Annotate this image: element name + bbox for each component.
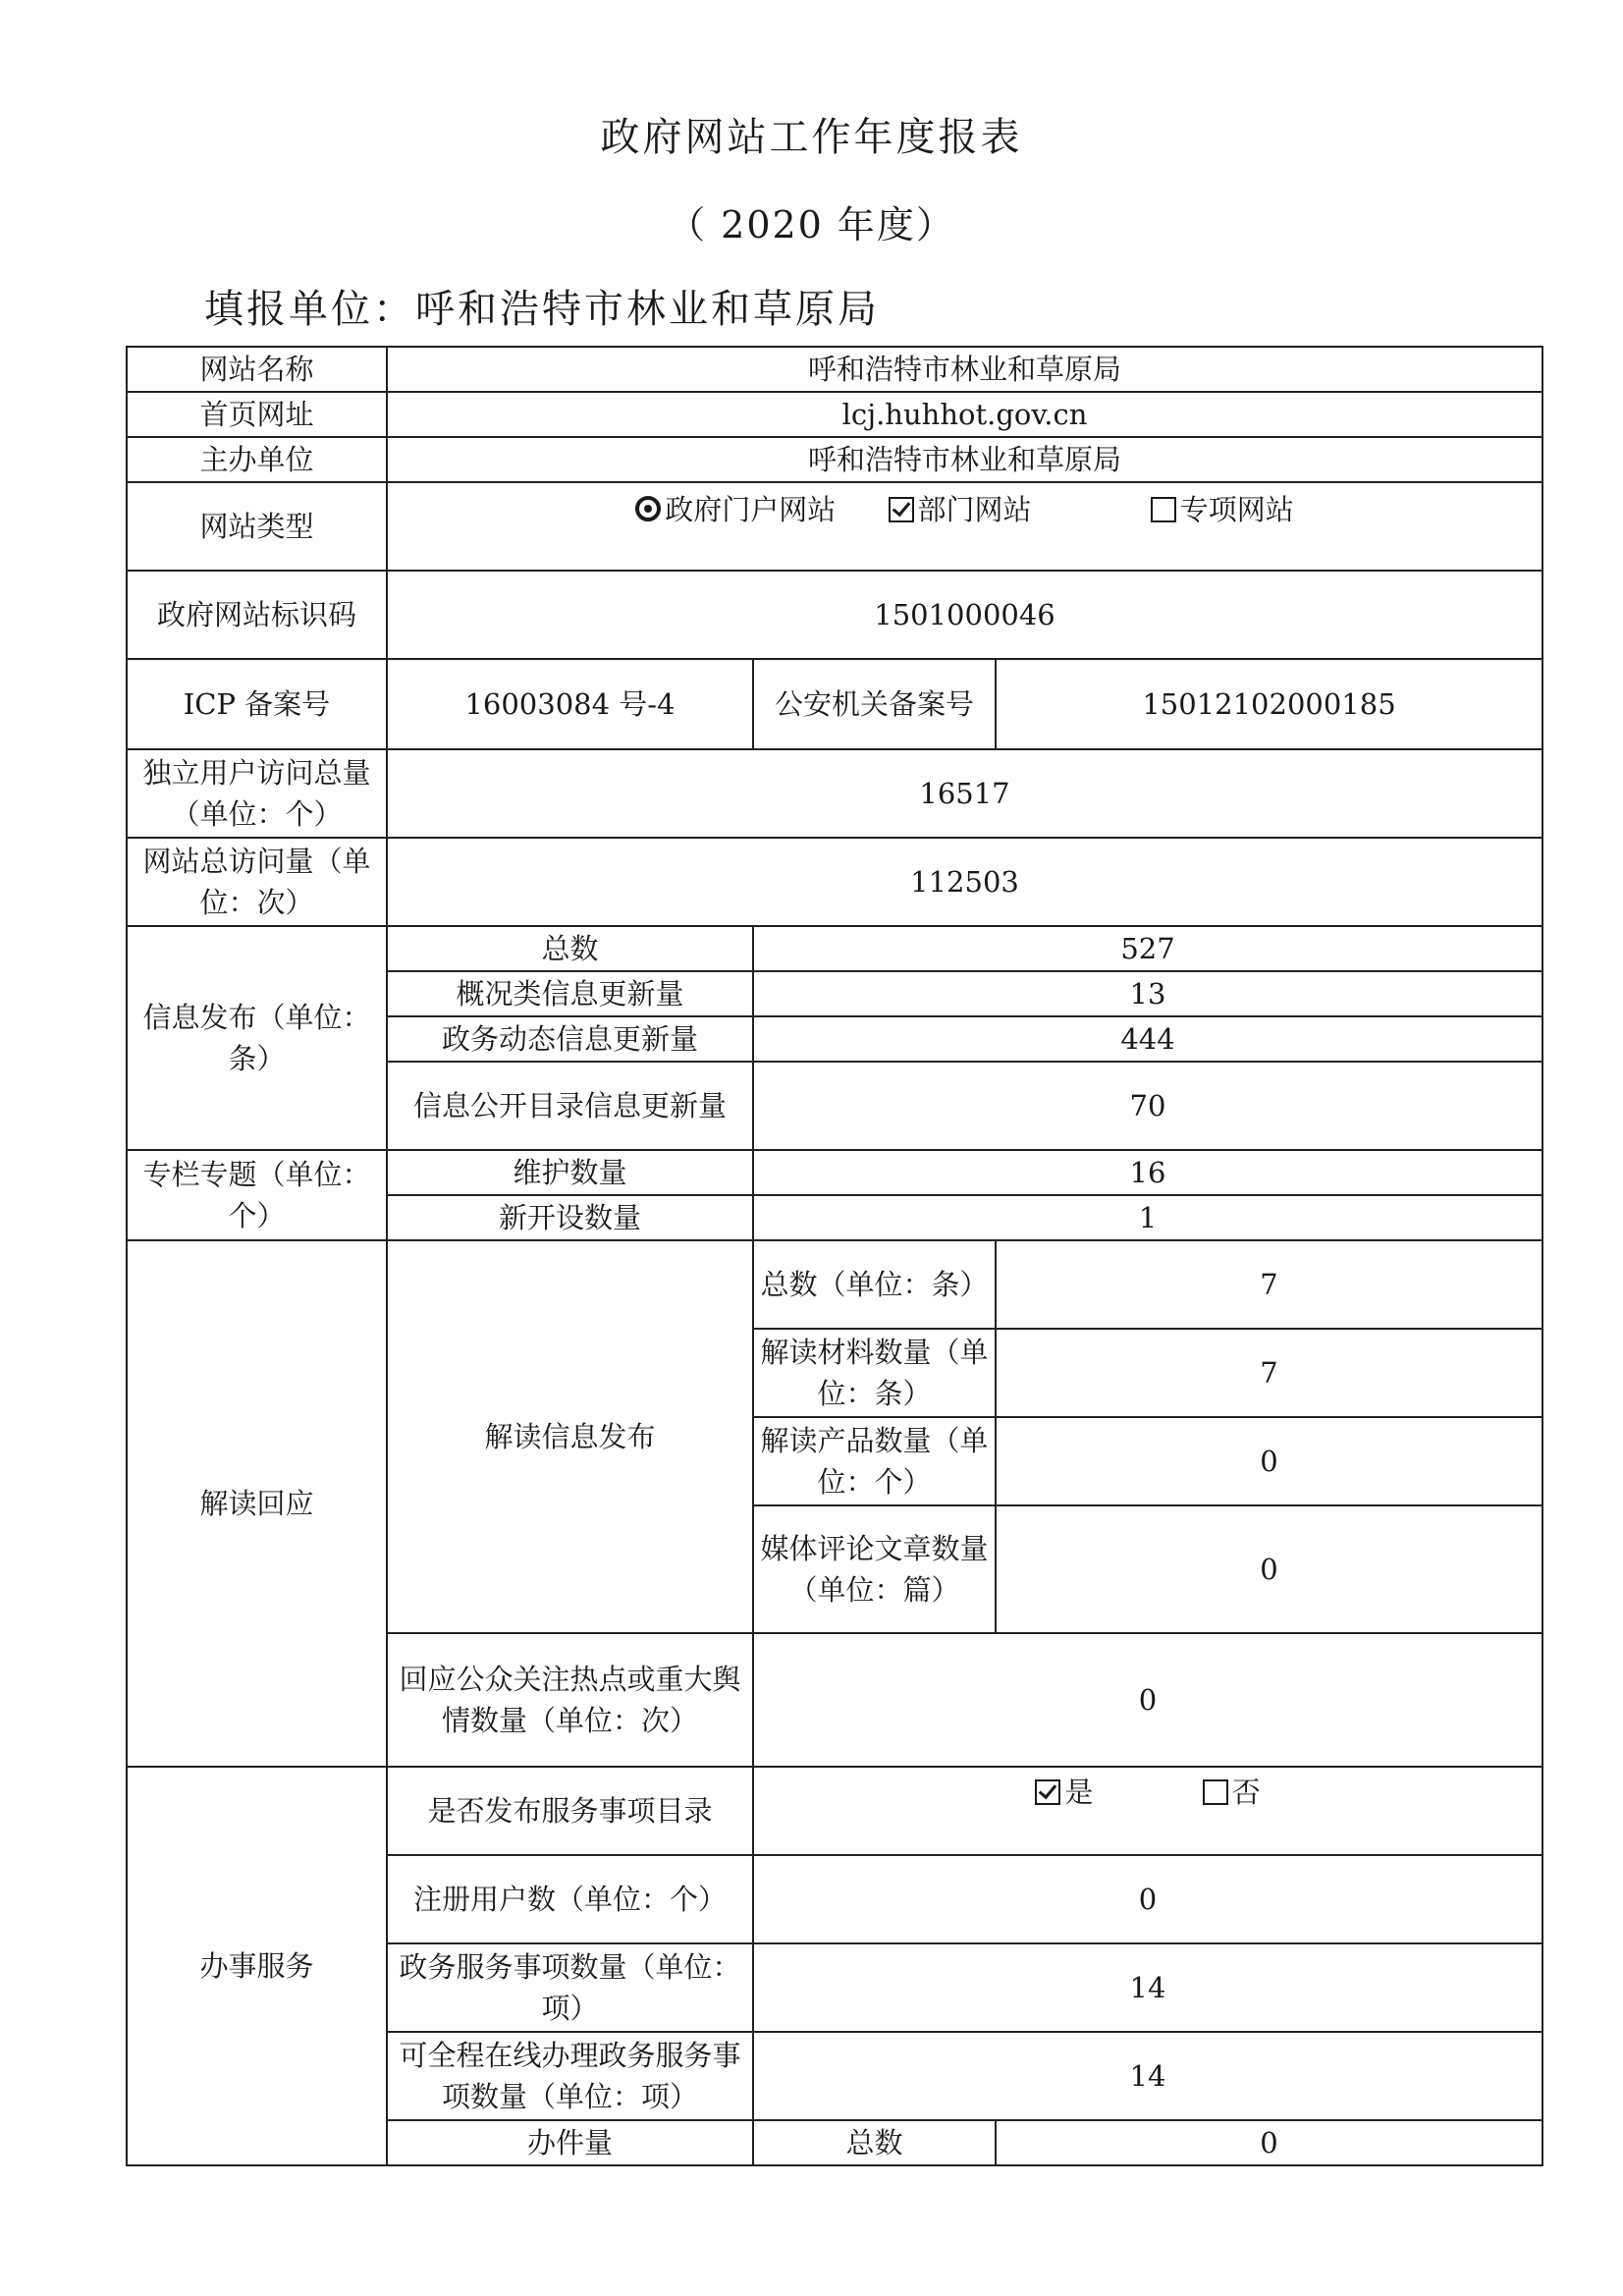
- checkbox-checked-icon: [1035, 1779, 1060, 1805]
- type-option-department[interactable]: [889, 489, 1032, 530]
- icp-label: ICP 备案号: [127, 659, 387, 749]
- checkbox-empty-icon: [1151, 497, 1176, 522]
- row-interpret-total: [127, 1240, 1542, 1329]
- interpret-total-label: 总数（单位：条）: [753, 1240, 996, 1329]
- row-registration: [127, 659, 1542, 749]
- sponsor-label: 主办单位: [127, 437, 387, 482]
- unique-visitors-value: 16517: [387, 749, 1542, 838]
- info-catalog-label: 信息公开目录信息更新量: [387, 1062, 753, 1150]
- reporting-unit: 填报单位：呼和浩特市林业和草原局: [204, 287, 880, 332]
- page-views-value: 112503: [387, 838, 1542, 926]
- interpret-media-value: 0: [996, 1505, 1542, 1633]
- radio-selected-icon: [635, 496, 661, 521]
- row-homepage-url: [127, 392, 1542, 437]
- unique-visitors-label: 独立用户访问总量（单位：个）: [127, 749, 387, 838]
- site-id-value: 1501000046: [387, 571, 1542, 659]
- service-online-value: 14: [753, 2032, 1542, 2120]
- interpret-material-label: 解读材料数量（单位：条）: [753, 1329, 996, 1417]
- row-info-total: [127, 926, 1542, 971]
- report-title: 政府网站工作年度报表: [600, 115, 1023, 160]
- service-cases-label: 办件量: [387, 2120, 753, 2165]
- info-total-value: 527: [753, 926, 1542, 971]
- site-type-options: [387, 482, 1542, 571]
- info-catalog-value: 70: [753, 1062, 1542, 1150]
- catalog-option-no[interactable]: [1203, 1772, 1261, 1813]
- info-publish-label: 信息发布（单位：条）: [127, 926, 387, 1150]
- type-option-portal[interactable]: [635, 489, 836, 530]
- interpret-label: 解读回应: [127, 1240, 387, 1767]
- checkbox-empty-icon: [1203, 1779, 1228, 1805]
- columns-new-label: 新开设数量: [387, 1195, 753, 1240]
- columns-label: 专栏专题（单位：个）: [127, 1150, 387, 1240]
- type-option-department-label: 部门网站: [917, 493, 1032, 526]
- interpret-product-label: 解读产品数量（单位：个）: [753, 1417, 996, 1505]
- row-unique-visitors: [127, 749, 1542, 838]
- info-overview-value: 13: [753, 971, 1542, 1016]
- homepage-url-value: lcj.huhhot.gov.cn: [387, 392, 1542, 437]
- interpret-material-value: 7: [996, 1329, 1542, 1417]
- interpret-total-value: 7: [996, 1240, 1542, 1329]
- site-type-label: 网站类型: [127, 482, 387, 571]
- interpret-response-label: 回应公众关注热点或重大舆情数量（单位：次）: [387, 1633, 753, 1767]
- service-users-value: 0: [753, 1855, 1542, 1943]
- page-views-label: 网站总访问量（单位：次）: [127, 838, 387, 926]
- row-service-catalog: [127, 1767, 1542, 1855]
- service-label: 办事服务: [127, 1767, 387, 2165]
- site-name-value: 呼和浩特市林业和草原局: [387, 347, 1542, 392]
- row-page-views: [127, 838, 1542, 926]
- info-news-value: 444: [753, 1016, 1542, 1062]
- row-site-id: [127, 571, 1542, 659]
- interpret-response-value: 0: [753, 1633, 1542, 1767]
- icp-value: 16003084 号-4: [387, 659, 753, 749]
- service-users-label: 注册用户数（单位：个）: [387, 1855, 753, 1943]
- service-items-label: 政务服务事项数量（单位：项）: [387, 1943, 753, 2032]
- service-cases-total-label: 总数: [753, 2120, 996, 2165]
- row-site-name: [127, 347, 1542, 392]
- site-name-label: 网站名称: [127, 347, 387, 392]
- checkbox-checked-icon: [889, 497, 914, 522]
- type-option-special-label: 专项网站: [1179, 493, 1294, 526]
- columns-maintain-value: 16: [753, 1150, 1542, 1195]
- columns-new-value: 1: [753, 1195, 1542, 1240]
- info-overview-label: 概况类信息更新量: [387, 971, 753, 1016]
- columns-maintain-label: 维护数量: [387, 1150, 753, 1195]
- interpret-media-label: 媒体评论文章数量（单位：篇）: [753, 1505, 996, 1633]
- report-year: （ 2020 年度）: [668, 203, 955, 246]
- catalog-option-no-label: 否: [1231, 1776, 1261, 1809]
- police-record-value: 15012102000185: [996, 659, 1542, 749]
- type-option-special[interactable]: [1151, 489, 1294, 530]
- police-record-label: 公安机关备案号: [753, 659, 996, 749]
- info-news-label: 政务动态信息更新量: [387, 1016, 753, 1062]
- catalog-option-yes[interactable]: [1035, 1772, 1093, 1813]
- row-columns-maintain: [127, 1150, 1542, 1195]
- row-sponsor: [127, 437, 1542, 482]
- site-id-label: 政府网站标识码: [127, 571, 387, 659]
- service-cases-total-value: 0: [996, 2120, 1542, 2165]
- type-option-portal-label: 政府门户网站: [665, 493, 837, 526]
- sponsor-value: 呼和浩特市林业和草原局: [387, 437, 1542, 482]
- service-online-label: 可全程在线办理政务服务事项数量（单位：项）: [387, 2032, 753, 2120]
- interpret-publish-label: 解读信息发布: [387, 1240, 753, 1633]
- interpret-product-value: 0: [996, 1417, 1542, 1505]
- catalog-option-yes-label: 是: [1064, 1776, 1094, 1809]
- service-items-value: 14: [753, 1943, 1542, 2032]
- homepage-url-label: 首页网址: [127, 392, 387, 437]
- service-catalog-label: 是否发布服务事项目录: [387, 1767, 753, 1855]
- service-catalog-options: [753, 1767, 1542, 1855]
- row-site-type: [127, 482, 1542, 571]
- report-table: [126, 346, 1543, 2166]
- info-total-label: 总数: [387, 926, 753, 971]
